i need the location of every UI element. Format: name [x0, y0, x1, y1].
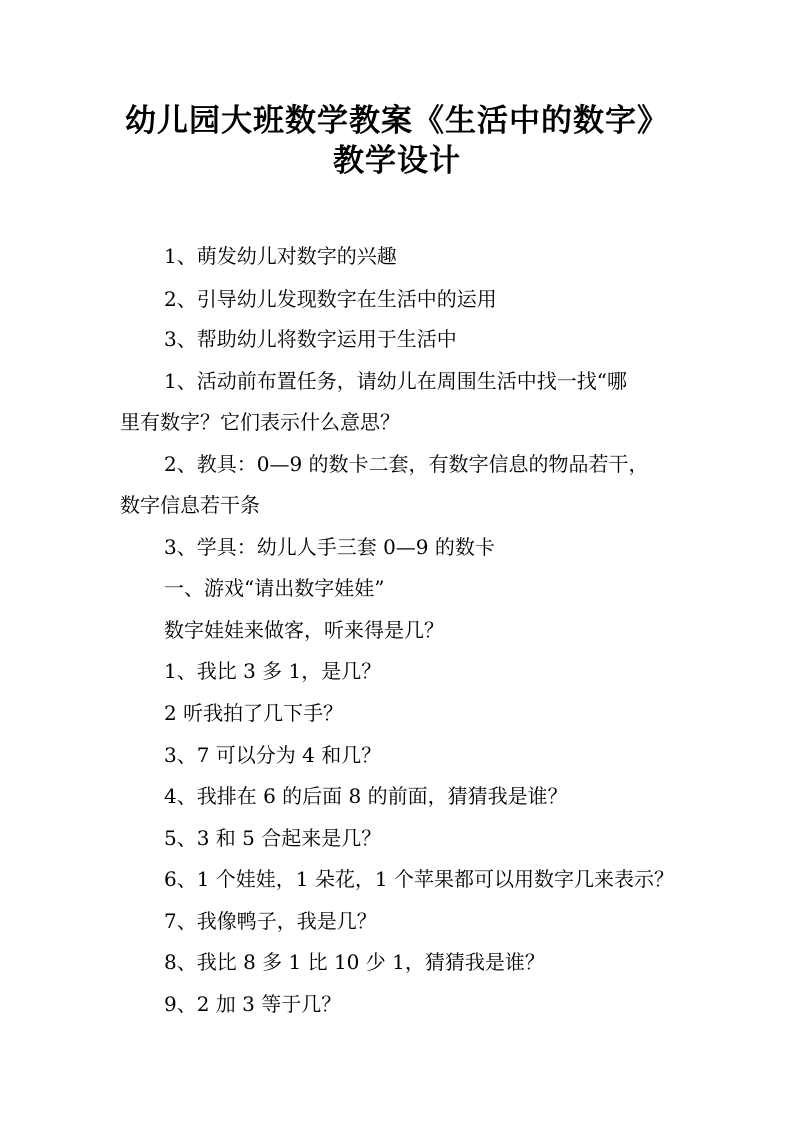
paragraph-question-3: 3、7 可以分为 4 和几？ — [164, 743, 382, 767]
paragraph-question-1: 1、我比 3 多 1，是几？ — [164, 659, 382, 683]
paragraph-prep-1-continued: 里有数字？它们表示什么意思？ — [120, 410, 400, 434]
paragraph-goal-1: 1、萌发幼儿对数字的兴趣 — [164, 244, 397, 268]
paragraph-question-2: 2 听我拍了几下手？ — [164, 701, 344, 725]
paragraph-question-8: 8、我比 8 多 1 比 10 少 1，猜猜我是谁？ — [164, 950, 545, 974]
document-title-line-1: 幼儿园大班数学教案《生活中的数字》 — [125, 103, 669, 139]
paragraph-question-4: 4、我排在 6 的后面 8 的前面，猜猜我是谁？ — [164, 784, 568, 808]
document-title-line-2: 教学设计 — [333, 143, 461, 179]
paragraph-question-6: 6、1 个娃娃，1 朵花，1 个苹果都可以用数字几来表示？ — [164, 867, 674, 891]
paragraph-prep-2: 2、教具：0—9 的数卡二套，有数字信息的物品若干， — [164, 452, 649, 476]
paragraph-goal-2: 2、引导幼儿发现数字在生活中的运用 — [164, 287, 497, 311]
paragraph-prep-1: 1、活动前布置任务，请幼儿在周围生活中找一找“哪 — [164, 369, 627, 393]
paragraph-question-5: 5、3 和 5 合起来是几？ — [164, 826, 382, 850]
paragraph-prep-2-continued: 数字信息若干条 — [120, 493, 260, 517]
paragraph-prep-3: 3、学具：幼儿人手三套 0—9 的数卡 — [164, 535, 495, 559]
paragraph-section-heading: 一、游戏“请出数字娃娃” — [164, 576, 385, 600]
paragraph-intro: 数字娃娃来做客，听来得是几？ — [164, 618, 444, 642]
paragraph-question-7: 7、我像鸭子，我是几？ — [164, 909, 377, 933]
paragraph-question-9: 9、2 加 3 等于几？ — [164, 992, 342, 1016]
paragraph-goal-3: 3、帮助幼儿将数字运用于生活中 — [164, 327, 457, 351]
